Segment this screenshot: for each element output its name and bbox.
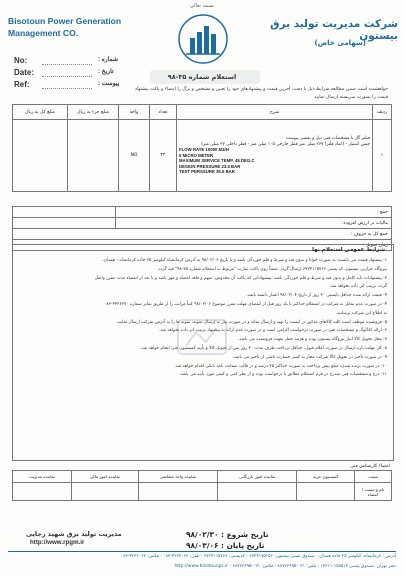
cell-qty: ۳۲ <box>150 120 177 192</box>
list-item: ۷- محل تحویل کالا انبار نیروگاه بیستون بوده و هزینه حمل بعهده فروشنده می باشد. <box>237 337 387 343</box>
footer-company-fa: مدیریت تولید برق شهید رجایی <box>26 530 122 538</box>
vat-label: مالیات بر ارزش افزوده : <box>116 218 392 229</box>
cell-index: ۱ <box>373 120 392 192</box>
date-label: Date: <box>14 68 35 77</box>
spec-test-pressure: TEST PERSSURE 35.5 BAR <box>179 169 235 175</box>
meta-row-date <box>14 68 144 80</box>
total-words-label: جمع کل به حروف : <box>13 229 392 240</box>
list-item: ۵- فروشنده موظف است کلیه کالاهای مذکور در لیست را تهیه و ارسال نماید و در صورت نیاز به ارسال نمونه، نمونه ها را به آدرس شرکت ارسال نمایند. <box>116 319 387 325</box>
company-name-fa: شرکت مدیریت تولید برق بیستون <box>270 18 398 42</box>
signature-row <box>13 483 392 501</box>
footer-address-2: دفتر تهران: صندوق پستی ۱۵۸۵۱۴-۱۴۳۱۱ - تلفن: ۰۲۱-۸۸۷۲۳۶۹۵ - فکس: ۰۲۱-۸۸۷۲۳۶۹۵ - http://www.bisotounps.ir <box>174 564 396 569</box>
intro-line-2: قیمت را بصورت سربسته ارسال نمایید <box>314 95 388 100</box>
list-item: ۸- کل مهلت بازه ارسال در صورت اعلام قبول، حداقل پرداخت ظرف مدت ۳۰ روز پس از تحویل کالا و تأیید کمیسیون فنی انجام خواهد شد. <box>140 345 387 351</box>
list-item: ۱۱- درج و مشخصات فنی مندرج در فرم استعلام مطابق با درخواست بوده و از نظر کمی و کیفی مورد تأیید می باشد. <box>178 372 387 378</box>
list-item: ۳- قیمت ارائه شده حداقل بایستی ۳۰ روز از تاریخ ۹۸/۰۳/۰۴ اعتبار داشته باشد. <box>246 293 387 299</box>
list-item: ۶- ارائه کاتالوگ و مشخصات فنی در صورت درخواست الزامی است و در صورت عدم ارائه به پیشنهاد ترتیب اثر داده نخواهد شد. <box>158 328 387 334</box>
list-item: نیروگاه حرارتی بیستون، کد پستی ۶۷۲۴۱۱۵۷۶۶ ارسال گردد. ضمناً روی پاکت عبارت "مربوط به استعلام شماره ۳۵-۹۸" قید گردد. <box>157 266 387 272</box>
signature-table <box>12 470 392 501</box>
company-type-fa: (سهامی خاص) <box>314 39 366 47</box>
date-label-fa: تاریخ : <box>98 69 114 75</box>
vat-value <box>13 218 116 229</box>
header-unit-price: مبلغ جزء به ریال <box>68 105 119 120</box>
footer-url-link[interactable]: http://www.rpgm.ir <box>30 539 85 546</box>
sum-value <box>13 207 116 218</box>
totals-row-vat <box>13 218 392 229</box>
totals-row-words <box>13 229 392 240</box>
footer-address-1: آدرس : کرمانشاه، کیلومتر ۲۵ جاده همدان - صندوق پستی بیستون: ۶۷۲۴۱۷۵۶۵۶ - کدپستی: ۶۷۲۴۱۱۵۷۶۶ - تلفن: ۴۲۶۲۰۶۲-۰۸۳ - فکس: ۴۲۶۲۰۶۲-۰۸۳ <box>120 554 396 559</box>
sig-header-management: نماینده مدیریت <box>13 471 72 483</box>
ref-label-fa: پیوست : <box>98 81 120 87</box>
list-item: ۱- پیشنهاد قیمت می بایست به صورت خوانا و بدون قید و شرط و قلم خوردگی باشد و تا تاریخ ۹۸/۰۲/۰۶ به آدرس کرمانشاه کیلومتر ۲۵ جاده کرمانشاه - همدان، <box>102 258 387 263</box>
spec-max-temp: MAXIMUM SERVICE TEMP. 45 DEG.C <box>179 158 255 164</box>
sig-header-commission: کمیسیون خرید <box>297 471 355 483</box>
sig-cell <box>297 483 355 501</box>
sig-row-label: نام و سمت / امضاء <box>355 483 392 501</box>
spec-design-pressure: DESIGN PRESSURE 23.5 BAR <box>179 163 241 169</box>
sig-cell <box>13 483 72 501</box>
spec-micro-meter: 5 MICRO METER <box>179 152 214 158</box>
sig-header-commerce: نماینده امور بازرگانی <box>218 471 297 483</box>
start-date: تاریخ شروع : ۹۸/۰۲/۳۰ <box>186 530 269 539</box>
end-date: تاریخ پایان : ۹۸/۰۳/۰۶ <box>186 541 265 550</box>
watermark-logo-icon <box>148 314 256 364</box>
ref-label: Ref: <box>14 80 30 89</box>
header-qty: تعداد <box>150 105 177 120</box>
header-description: شرح <box>177 105 373 120</box>
delivery-time-label: زمان تحویل : <box>13 240 392 251</box>
list-item: ۹- در صورت تأخیر در تحویل کالا شرکت مجاز به کسر خسارت ناشی از تأخیر می باشد. <box>232 354 387 360</box>
no-label-fa: شماره : <box>98 57 119 63</box>
list-item: به اطلاع این شرکت برسانید. <box>335 310 387 316</box>
desc-title-fa: فیلتر گاز با مشخصات فنی ذیل و نقشی پیوست <box>286 135 370 141</box>
meta-row-no <box>14 56 144 68</box>
sig-cell <box>138 483 217 501</box>
company-name-en-line1: Bisotoun Power Generation <box>8 16 122 26</box>
desc-dimensions-fa: جنس استیل - (ابعاد فلتر) ۲۶۷ میلی متر قطر خارجی ۱۰۵ میلی متر - قطر داخلی ۳۷ میلی متر) <box>201 141 370 147</box>
company-name-en <box>8 15 158 39</box>
header-unit: واحد <box>119 105 150 120</box>
table-row <box>13 120 392 192</box>
footer-divider <box>8 551 396 552</box>
intro-line-1: خواهشمند است ضمن مطالعه شرایط ذیل با دقت، آخرین قیمت و پیشنهادهای خود را تعیین و مشخص و برگ را امضاء و پاکت پیشنهاد <box>134 87 388 92</box>
sig-header-applicant: نماینده واحد متقاضی <box>138 471 217 483</box>
sig-cell <box>218 483 297 501</box>
list-item: ۴- در صورت عدم تمایل به شرکت در استعلام حداکثر تا یک روز قبل از انقضای مهلت مقرر موضوع ۹۸/۰۳/۰۶ کتباً مراتب را از طریق نمابر شماره ۳۴۲۶۲۷۰-۰۸۳ <box>104 301 387 307</box>
sig-header-finance: نماینده امور مالی <box>71 471 138 483</box>
company-name-en-line2: Management CO. <box>8 28 79 38</box>
list-item: ۲- پیشنهادات باید کامل و بدون قید و شرط و قلم خوردگی باشد. پیشنهاداتی که پاکت آن مخدوش، مبهم و فاقد امضاء و مهر باشد و یا بعد از انقضاء مدت مقرر واصل <box>94 275 387 281</box>
header-index: ردیف <box>373 105 392 120</box>
items-header-row <box>13 105 392 120</box>
conditions-title: شرایط عمومی استعلام بها <box>312 247 385 253</box>
sum-label: جمع : <box>116 207 392 218</box>
header-total-price: مبلغ کل به ریال <box>13 105 68 120</box>
cell-unit: NO <box>119 120 150 192</box>
tender-number: استعلام شماره ۳۵-۹۸ <box>167 73 237 81</box>
sig-cell <box>71 483 138 501</box>
company-logo-icon <box>176 12 230 66</box>
list-item: گردد، ترتیب اثر داده نخواهد شد. <box>329 284 387 290</box>
signature-header-row <box>13 471 392 483</box>
spec-flow-rate: FLOW RATE 10000 M3/H <box>179 147 229 153</box>
bismillah-text: بسمه تعالی <box>189 3 215 9</box>
cell-unit-price <box>68 120 119 192</box>
sig-header-role: سمت <box>355 471 392 483</box>
no-label: No: <box>14 56 28 65</box>
intro-text <box>16 86 388 102</box>
signature-title: امضاء کارشناس فنی <box>350 464 390 469</box>
cell-description <box>177 120 373 192</box>
totals-row-sum <box>13 207 392 218</box>
cell-total-price <box>13 120 68 192</box>
items-table <box>12 104 392 192</box>
list-item: ۱۰- در صورت برنده شدن، مبلغ پیش پرداخت به صورت حداکثر ۲۵ درصد و در قالب ضمانت نامه بانکی اقدام خواهد شد. <box>174 363 387 369</box>
